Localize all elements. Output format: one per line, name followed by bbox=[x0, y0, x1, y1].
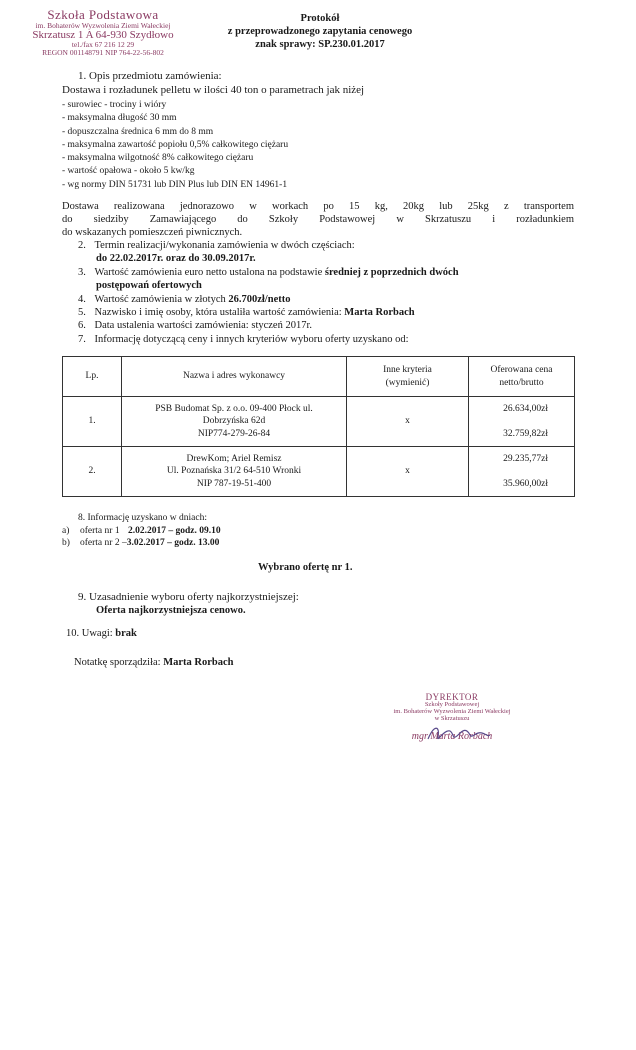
param-item: - maksymalna zawartość popiołu 0,5% całkowitego ciężaru bbox=[62, 139, 289, 150]
item-number: 2. bbox=[78, 240, 86, 251]
table-row bbox=[63, 447, 575, 497]
price-netto: 26.634,00zł bbox=[503, 404, 548, 415]
offer-label: oferta nr 1 bbox=[80, 525, 120, 536]
parameter-list bbox=[62, 99, 288, 192]
item-8 bbox=[62, 512, 221, 550]
stamp-director-title: DYREKTOR bbox=[425, 692, 479, 702]
header-price-line: Oferowana cena bbox=[490, 365, 553, 376]
delivery-line: do wskazanych pomieszczeń piwnicznych. bbox=[62, 227, 243, 238]
item-3-continued: postępowań ofertowych bbox=[96, 280, 202, 292]
delivery-line: do siedziby Zamawiającego do Szkoły Podstawowej w Skrzatuszu i rozładunkiem bbox=[62, 214, 574, 225]
person-name: Marta Rorbach bbox=[344, 307, 415, 319]
document-subtitle: z przeprowadzonego zapytania cenowego bbox=[227, 26, 413, 38]
item-2 bbox=[78, 239, 578, 252]
price-brutto: 32.759,82zł bbox=[503, 428, 548, 439]
param-item: - dopuszczalna średnica 6 mm do 8 mm bbox=[62, 126, 214, 137]
stamp-location: w Skrzatuszu bbox=[434, 715, 470, 723]
item-text: Wartość zamówienia w złotych bbox=[94, 293, 229, 305]
row-contractor bbox=[122, 397, 347, 447]
item-number: 6. bbox=[78, 320, 86, 332]
item-2-dates: do 22.02.2017r. oraz do 30.09.2017r. bbox=[96, 253, 256, 265]
list-label: a) bbox=[62, 525, 70, 536]
param-item: - maksymalna długość 30 mm bbox=[62, 113, 177, 124]
offers-table bbox=[62, 356, 575, 497]
table-header-row bbox=[63, 357, 575, 397]
param-item: - wartość opałowa - około 5 kw/kg bbox=[62, 166, 195, 177]
remarks-label: 10. Uwagi: bbox=[66, 628, 116, 639]
contractor-line: Ul. Poznańska 31/2 64-510 Wronki bbox=[166, 466, 302, 477]
director-stamp bbox=[372, 693, 532, 742]
header-price-line: netto/brutto bbox=[499, 377, 544, 388]
param-item: - surowiec - trociny i wióry bbox=[62, 100, 167, 110]
row-criteria: x bbox=[347, 397, 469, 447]
stamp-address: Skrzatusz 1 A 64-930 Szydłowo bbox=[32, 28, 174, 41]
stamp-director-name: mgr Marta Rorbach bbox=[411, 730, 493, 742]
header-lp: Lp. bbox=[63, 357, 122, 397]
delivery-paragraph bbox=[62, 200, 574, 239]
contractor-line: Dobrzyńska 62d bbox=[202, 416, 266, 427]
row-price bbox=[469, 447, 575, 497]
prepared-by bbox=[74, 657, 234, 668]
prepared-by-label: Notatkę sporządziła: bbox=[74, 657, 164, 668]
offer-label: oferta nr 2 – bbox=[80, 538, 127, 548]
header-criteria-line: Inne kryteria bbox=[383, 365, 432, 376]
item-text: Termin realizacji/wykonania zamówienia w dwóch częściach: bbox=[94, 240, 355, 251]
item-6 bbox=[78, 319, 578, 332]
item-number: 3. bbox=[78, 266, 86, 278]
item-text: Informację dotyczącą ceny i innych kryteriów wyboru oferty uzyskano od: bbox=[94, 333, 409, 345]
offer-date: 3.02.2017 – godz. 13.00 bbox=[126, 538, 220, 548]
item-3 bbox=[78, 266, 578, 279]
table-row bbox=[63, 397, 575, 447]
school-stamp bbox=[18, 8, 188, 57]
item-text: Nazwisko i imię osoby, która ustaliła wartość zamówienia: bbox=[94, 307, 345, 319]
delivery-line: Dostawa realizowana jednorazowo w workach po 15 kg, 20kg lub 25kg z transportem bbox=[62, 201, 574, 212]
item-7 bbox=[78, 333, 578, 346]
item-8-heading: 8. Informację uzyskano w dniach: bbox=[78, 513, 207, 523]
header-criteria-line: (wymienić) bbox=[385, 377, 430, 388]
item-9-justification: Oferta najkorzystniejsza cenowo. bbox=[96, 605, 246, 616]
row-lp: 1. bbox=[63, 397, 122, 447]
item-9-heading: 9. Uzasadnienie wyboru oferty najkorzystniejszej: bbox=[78, 591, 299, 603]
offer-date-b bbox=[62, 537, 221, 550]
item-9 bbox=[78, 590, 299, 618]
item-4 bbox=[78, 293, 578, 306]
item-5 bbox=[78, 306, 578, 319]
stamp-patron: im. Bohaterów Wyzwolenia Ziemi Wałeckiej bbox=[393, 708, 511, 716]
contractor-line: DrewKom; Ariel Remisz bbox=[186, 453, 282, 464]
document-header bbox=[190, 12, 450, 51]
item-number: 4. bbox=[78, 293, 86, 305]
stamp-phone: tel./fax 67 216 12 29 bbox=[71, 40, 135, 50]
offer-date-a bbox=[62, 525, 221, 538]
contractor-line: NIP774-279-26-84 bbox=[197, 428, 271, 439]
offer-date: 2.02.2017 – godz. 09.10 bbox=[127, 525, 221, 536]
item-10 bbox=[66, 628, 137, 639]
case-number: znak sprawy: SP.230.01.2017 bbox=[255, 39, 385, 51]
prepared-by-name: Marta Rorbach bbox=[163, 657, 234, 668]
signature-icon bbox=[424, 721, 494, 747]
header-price bbox=[469, 357, 575, 397]
param-item: - wg normy DIN 51731 lub DIN Plus lub DIN EN 14961-1 bbox=[62, 179, 288, 190]
header-criteria bbox=[347, 357, 469, 397]
item-number: 5. bbox=[78, 307, 86, 319]
list-label: b) bbox=[62, 538, 70, 548]
price-brutto: 35.960,00zł bbox=[503, 478, 548, 489]
row-lp: 2. bbox=[63, 447, 122, 497]
item-text: Data ustalenia wartości zamówienia: styczeń 2017r. bbox=[94, 320, 313, 332]
order-value: 26.700zł/netto bbox=[228, 293, 291, 305]
header-name: Nazwa i adres wykonawcy bbox=[122, 357, 347, 397]
param-item: - maksymalna wilgotność 8% całkowitego ciężaru bbox=[62, 153, 254, 164]
item-number: 7. bbox=[78, 333, 86, 345]
item-bold: średniej z poprzednich dwóch bbox=[324, 266, 459, 278]
numbered-items bbox=[78, 239, 578, 346]
row-price bbox=[469, 397, 575, 447]
item-text: Wartość zamówienia euro netto ustalona na podstawie bbox=[94, 266, 325, 278]
remarks-value: brak bbox=[115, 628, 137, 639]
stamp-school-name: Szkoła Podstawowa bbox=[47, 7, 159, 22]
chosen-offer: Wybrano ofertę nr 1. bbox=[258, 562, 353, 573]
row-contractor bbox=[122, 447, 347, 497]
document-title: Protokół bbox=[300, 13, 340, 24]
stamp-school: Szkoły Podstawowej bbox=[424, 701, 480, 709]
row-criteria: x bbox=[347, 447, 469, 497]
stamp-regon-nip: REGON 001148791 NIP 764-22-56-802 bbox=[42, 47, 164, 57]
contractor-line: PSB Budomat Sp. z o.o. 09-400 Płock ul. bbox=[155, 403, 313, 414]
price-netto: 29.235,77zł bbox=[503, 454, 548, 465]
contractor-line: NIP 787-19-51-400 bbox=[196, 478, 272, 489]
section-1-intro: Dostawa i rozładunek pelletu w ilości 40 ton o parametrach jak niżej bbox=[62, 84, 365, 96]
stamp-patron: im. Bohaterów Wyzwolenia Ziemi Wałeckiej bbox=[35, 20, 171, 30]
section-1-heading: 1. Opis przedmiotu zamówienia: bbox=[78, 70, 222, 82]
